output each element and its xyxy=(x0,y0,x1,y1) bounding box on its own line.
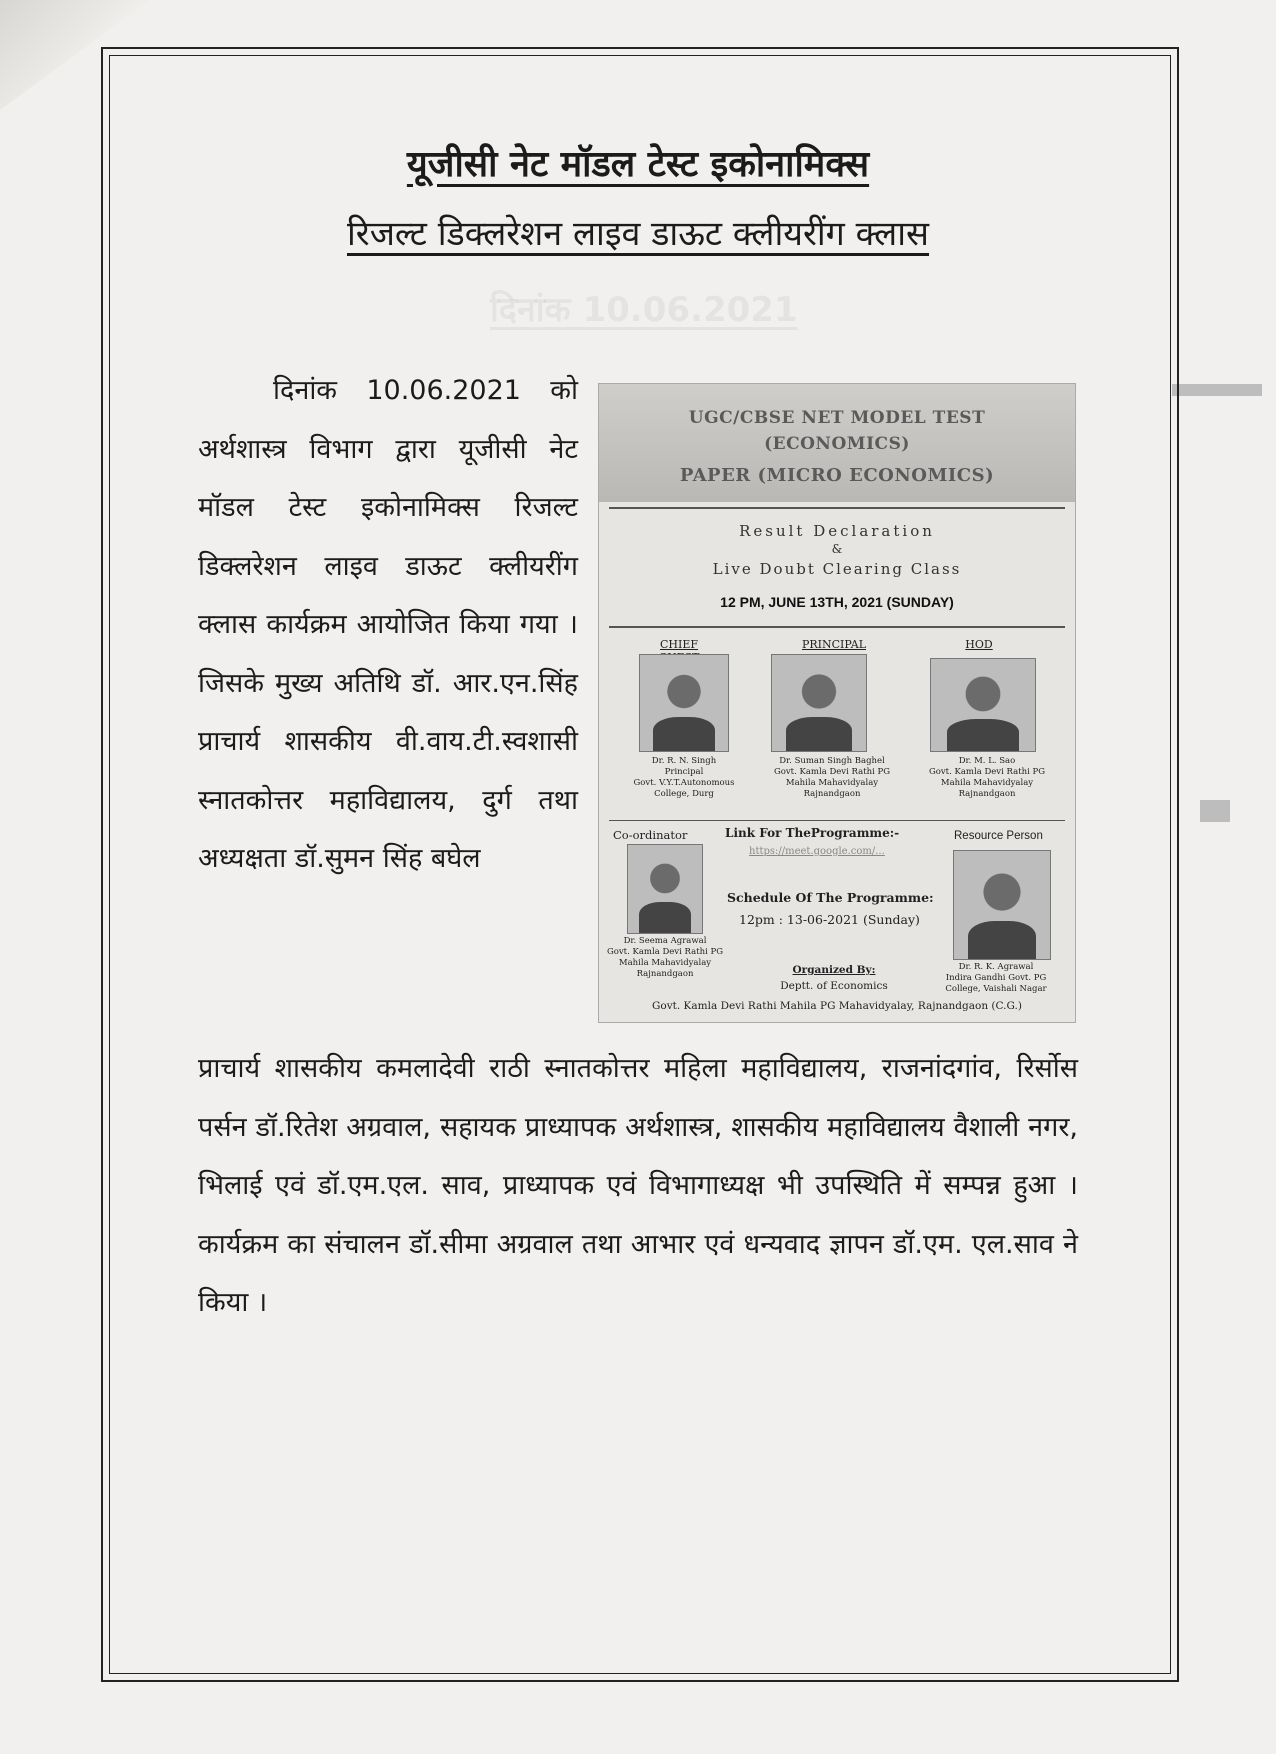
report-paragraph-rest: प्राचार्य शासकीय कमलादेवी राठी स्नातकोत्तर महिला महाविद्यालय, राजनांदगांव, रिर्सोस पर्सन डॉ.रितेश अग्रवाल, सहायक प्राध्यापक अर्थशास्त्र, शासकीय महाविद्यालय वैशाली नगर, भिलाई एवं डॉ.एम.एल. साव, प्राध्यापक एवं विभागाध्यक्ष भी उपस्थिति में सम्पन्न हुआ । कार्यक्रम का संचालन डॉ.सीमा अग्रवाल तथा आभार एवं धन्यवाद ज्ञापन डॉ.एम. एल.साव ने किया । xyxy=(198,1053,1078,1318)
principal-photo xyxy=(771,654,867,752)
resource-person-photo xyxy=(953,850,1051,960)
link-label: Link For TheProgramme:- xyxy=(725,826,900,840)
document-subtitle: रिजल्ट डिक्लरेशन लाइव डाऊट क्लीयरींग क्लास xyxy=(346,214,930,254)
chief-guest-caption: Dr. R. N. Singh Principal Govt. V.Y.T.Autonomous College, Durg xyxy=(633,756,735,799)
poster-divider xyxy=(609,507,1065,509)
coordinator-photo xyxy=(627,844,703,934)
poster-footer: Govt. Kamla Devi Rathi Mahila PG Mahavidyalay, Rajnandgaon (C.G.) xyxy=(652,1000,1022,1012)
role-hod: HOD xyxy=(965,638,993,651)
event-poster xyxy=(598,383,1076,1023)
principal-caption: Dr. Suman Singh Baghel Govt. Kamla Devi Rathi PG Mahila Mahavidyalay Rajnandgaon xyxy=(773,756,891,799)
resource-person-caption: Dr. R. K. Agrawal Indira Gandhi Govt. PG College, Vaishali Nagar xyxy=(945,962,1047,994)
coordinator-label: Co-ordinator xyxy=(613,828,688,842)
chief-guest-photo xyxy=(639,654,729,752)
report-paragraph-first: दिनांक 10.06.2021 को अर्थशास्त्र विभाग द्वारा यूजीसी नेट मॉडल टेस्ट इकोनामिक्स रिजल्ट डिक्लरेशन लाइव डाऊट क्लीयरींग क्लास कार्यक्रम आयोजित किया गया । जिसके मुख्य अतिथि डॉ. आर.एन.सिंह प्राचार्य शासकीय वी.वाय.टी.स्वशासी स्नातकोत्तर महाविद्यालय, दुर्ग तथा अध्यक्षता डॉ.सुमन सिंह बघेल xyxy=(198,375,578,874)
scan-mark xyxy=(1200,800,1230,822)
poster-heading: UGC/CBSE NET MODEL TEST xyxy=(688,408,986,428)
organized-by-label: Organized By: xyxy=(792,964,876,976)
poster-divider xyxy=(609,626,1065,628)
poster-divider xyxy=(609,820,1065,821)
schedule-label: Schedule Of The Programme: xyxy=(727,890,934,905)
role-principal: PRINCIPAL xyxy=(801,638,867,651)
poster-heading: PAPER (MICRO ECONOMICS) xyxy=(679,465,995,486)
coordinator-caption: Dr. Seema Agrawal Govt. Kamla Devi Rathi PG Mahila Mahavidyalay Rajnandgaon xyxy=(606,936,724,979)
resource-person-label: Resource Person xyxy=(954,830,1043,842)
poster-result-text: Result Declaration xyxy=(739,522,935,540)
document-title: यूजीसी नेट मॉडल टेस्ट इकोनामिक्स xyxy=(406,144,870,185)
poster-heading: (ECONOMICS) xyxy=(764,434,910,454)
hod-caption: Dr. M. L. Sao Govt. Kamla Devi Rathi PG Mahila Mahavidyalay Rajnandgaon xyxy=(928,756,1046,799)
hod-photo xyxy=(930,658,1036,752)
poster-live-text: Live Doubt Clearing Class xyxy=(712,560,962,578)
organized-by-value: Deptt. of Economics xyxy=(780,980,888,992)
programme-link[interactable]: https://meet.google.com/... xyxy=(749,846,885,857)
schedule-value: 12pm : 13-06-2021 (Sunday) xyxy=(739,912,920,927)
role-chief-guest: CHIEF xyxy=(659,638,699,651)
scan-mark xyxy=(1172,384,1262,396)
poster-amp: & xyxy=(831,542,843,556)
bleed-through-text: दिनांक 10.06.2021 xyxy=(490,290,798,330)
poster-date: 12 PM, JUNE 13TH, 2021 (SUNDAY) xyxy=(720,594,954,610)
